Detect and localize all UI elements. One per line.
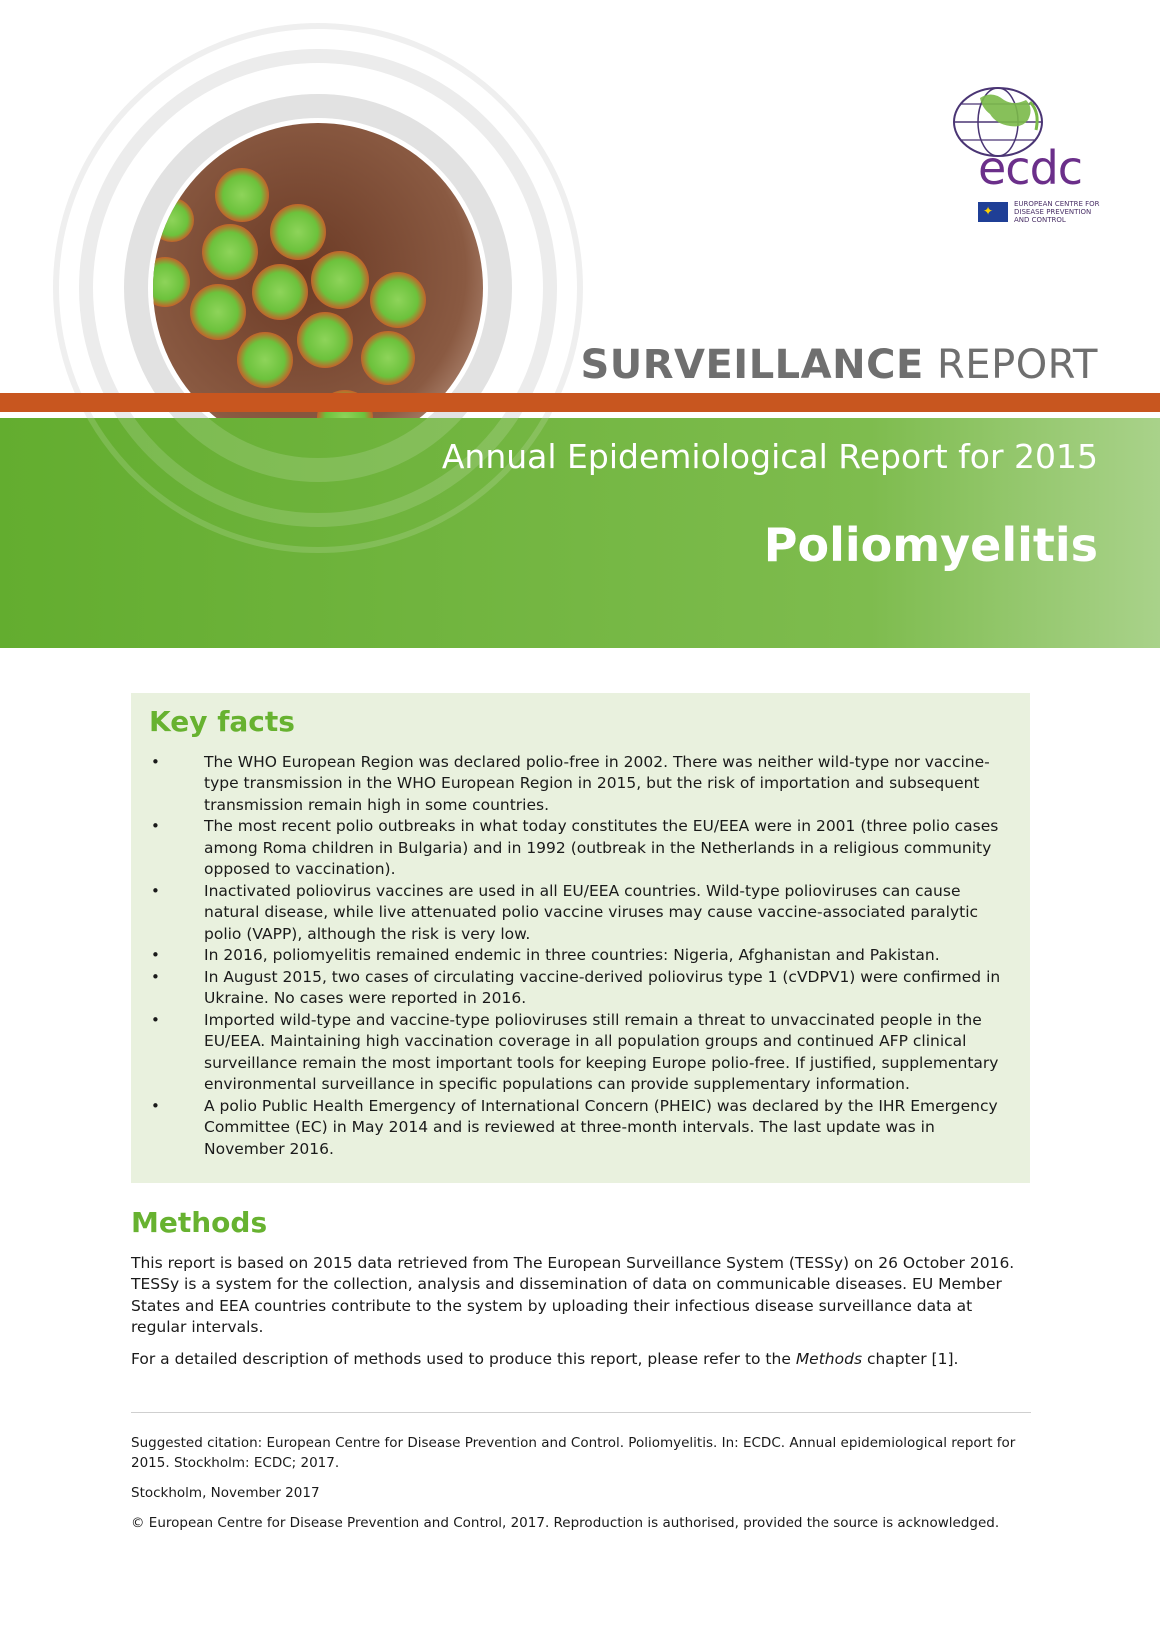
list-item: • In 2016, poliomyelitis remained endemic in three countries: Nigeria, Afghanistan and Pakistan.	[151, 946, 940, 965]
methods-heading: Methods	[131, 1206, 268, 1239]
list-item: • In August 2015, two cases of circulating vaccine-derived poliovirus type 1 (cVDPV1) were confirmed in Ukraine. No cases were reported in 2016.	[151, 967, 1001, 1008]
footer-divider	[131, 1412, 1031, 1413]
report-subtitle: Annual Epidemiological Report for 2015	[441, 437, 1098, 476]
suggested-citation: Suggested citation: European Centre for Disease Prevention and Control. Poliomyelitis. In: ECDC. Annual epidemiological report for 2015. Stockholm: ECDC; 2017.	[131, 1435, 1016, 1471]
list-item: • Imported wild-type and vaccine-type polioviruses still remain a threat to unvaccinated people in the EU/EEA. Maintaining high vaccination coverage in all population groups and continued AFP clinical surveillance remain the most important tools for keeping Europe polio-free. If justified, supplementary environmental surveillance in specific populations can provide supplementary information.	[151, 1010, 999, 1094]
list-item: • The WHO European Region was declared polio-free in 2002. There was neither wild-type nor vaccine-type transmission in the WHO European Region in 2015, but the risk of importation and subsequent transmission remain high in some countries.	[151, 752, 990, 814]
ecdc-wordmark: ecdc	[978, 141, 1083, 195]
key-facts-box	[131, 693, 1030, 1183]
copyright-notice: © European Centre for Disease Prevention and Control, 2017. Reproduction is authorised, provided the source is acknowledged.	[131, 1515, 1000, 1531]
methods-paragraph: This report is based on 2015 data retrieved from The European Surveillance System (TESSy) on 26 October 2016. TESSy is a system for the collection, analysis and dissemination of data on communicable diseases. EU Member States and EEA countries contribute to the system by uploading their infectious disease surveillance data at regular intervals.	[131, 1253, 1015, 1337]
orange-band	[0, 393, 1160, 412]
eu-flag-icon: ✦	[978, 202, 1008, 222]
place-date: Stockholm, November 2017	[131, 1485, 320, 1501]
methods-reference-paragraph: For a detailed description of methods used to produce this report, please refer to the Methods chapter [1].	[131, 1349, 959, 1368]
report-type: SURVEILLANCE REPORT	[580, 342, 1098, 388]
footer	[131, 1433, 1031, 1543]
ecdc-logo	[940, 82, 1120, 232]
methods-chapter-link: Methods	[795, 1349, 863, 1368]
ecdc-agency-name: EUROPEAN CENTRE FOR DISEASE PREVENTION AND CONTROL	[1014, 200, 1100, 224]
disease-title: Poliomyelitis	[763, 518, 1098, 572]
list-item: • Inactivated poliovirus vaccines are used in all EU/EEA countries. Wild-type polioviruses can cause natural disease, while live attenuated polio vaccine viruses may cause vaccine-associated paralytic polio (VAPP), although the risk is very low.	[151, 881, 979, 943]
key-facts-list	[149, 752, 1010, 1161]
list-item: • The most recent polio outbreaks in what today constitutes the EU/EEA were in 2001 (three polio cases among Roma children in Bulgaria) and in 1992 (outbreak in the Netherlands in a religious community opposed to vaccination).	[151, 817, 999, 879]
methods-section	[131, 1208, 1031, 1370]
list-item: • A polio Public Health Emergency of International Concern (PHEIC) was declared by the IHR Emergency Committee (EC) in May 2014 and is reviewed at three-month intervals. The last update was in November 2016.	[151, 1096, 998, 1158]
key-facts-heading: Key facts	[149, 705, 295, 738]
